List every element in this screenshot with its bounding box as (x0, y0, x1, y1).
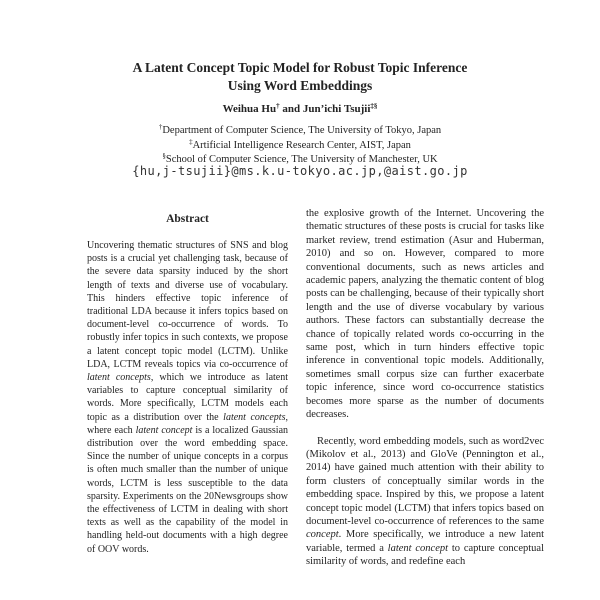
authors-line: Weihua Hu† and Jun’ichi Tsujii‡§ (222, 102, 378, 115)
abstract-section (87, 213, 288, 556)
affiliation-tokyo: †Department of Computer Science, The University of Tokyo, Japan (158, 123, 442, 136)
affiliation-aist: ‡Artificial Intelligence Research Center, AIST, Japan (189, 137, 411, 151)
affiliation-manchester: §School of Computer Science, The University of Manchester, UK (162, 152, 438, 165)
paper-title (0, 59, 600, 95)
intro-column (306, 207, 544, 569)
intro-paragraph-2: Recently, word embedding models, such as word2vec (Mikolov et al., 2013) and GloVe (Pennington et al., 2014) have gained much attention with their ability to form clusters of conceptually similar words in the embedding space. Inspired by this, we propose a latent concept topic model (LCTM) that infers topics based on document-level co-occurrence of references to the same concept. More specifically, we introduce a new latent variable, termed a latent concept to capture conceptual similarity of words, and redefine each (306, 435, 545, 568)
intro-paragraph-1: the explosive growth of the Internet. Uncovering the thematic structures of these posts is crucial for tasks like market review, trend estimation (Asur and Huberman, 2010) and so on. However, compared to more conventional documents, such as news articles and academic papers, analyzing the thematic content of blog posts can be challenging, because of their typically short length and the use of diverse vocabulary by various authors. These factors can substantially decrease the chance of topically related words co-occurring in the same post, which in turn hinders effective topic inference in conventional topic models. Additionally, sometimes small corpus size can further exacerbate topic inference, since word co-occurrence statistics becomes more sparse as the number of documents decreases. (306, 208, 544, 421)
affiliations-block (0, 124, 600, 168)
email-line: {hu,j-tsujii}@ms.k.u-tokyo.ac.jp,@aist.go.jp (132, 164, 468, 178)
abstract-body: Uncovering thematic structures of SNS and blog posts is a crucial yet challenging task, because of the severe data sparsity induced by the short length of texts and diverse use of vocabulary. This hinders effective topic inference of traditional LDA because it infers topics based on document-level co-occurrence of words. To robustly infer topics in such contexts, we propose a latent concept topic model (LCTM). Unlike LDA, LCTM reveals topics via co-occurrence of latent concepts, which we introduce as latent variables to capture conceptual similarity of words. More specifically, LCTM models each topic as a distribution over the latent concepts, where each latent concept is a localized Gaussian distribution over the word embedding space. Since the number of unique concepts in a corpus is often much smaller than the number of unique words, LCTM is less susceptible to the data sparsity. Experiments on the 20Newsgroups show the effectiveness of LCTM in dealing with short texts as well as the capability of the model in handling held-out documents with a high degree of OOV words. (87, 240, 289, 555)
paper-title-line1: A Latent Concept Topic Model for Robust Topic Inference (132, 60, 468, 75)
abstract-heading: Abstract (166, 213, 209, 225)
paper-title-line2: Using Word Embeddings (227, 78, 373, 93)
